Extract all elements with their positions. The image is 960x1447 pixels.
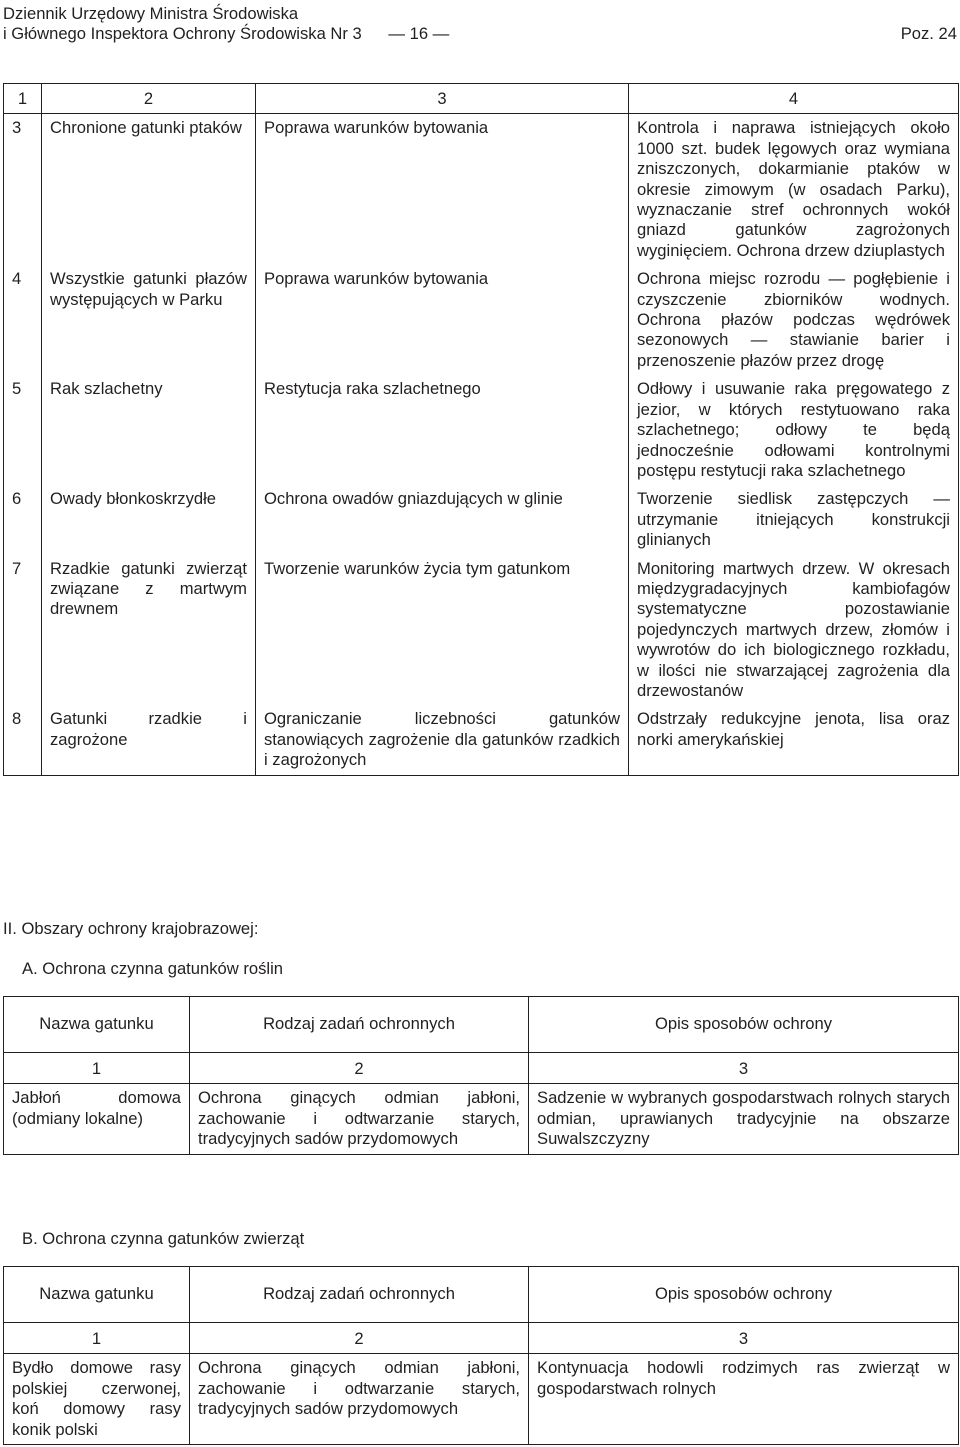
table-row (4, 705, 959, 775)
protection-task: Restytucja raka szlachetnego (256, 375, 629, 485)
column-header: Opis sposobów ochrony (529, 1267, 959, 1323)
protection-task: Ochrona owadów gniazdujących w glinie (256, 485, 629, 554)
column-number: 2 (42, 84, 256, 114)
column-header: Opis sposobów ochrony (529, 997, 959, 1053)
species-name: Bydło domowe rasy polskiej czerwonej, koń domowy rasy konik polski (12, 1358, 181, 1439)
column-number: 1 (4, 84, 42, 114)
row-number: 4 (12, 269, 22, 289)
column-header: Rodzaj zadań ochronnych (190, 1267, 529, 1323)
row-number: 7 (12, 558, 22, 578)
species-name: Chronione gatunki ptaków (42, 114, 256, 265)
table-row (4, 265, 959, 375)
protection-method: Kontrola i naprawa istniejących około 1000 szt. budek lęgowych oraz wymiana zniszczonych, dokarmianie ptaków w okresie zimowym (w osadach Parku), wyznaczanie stref ochronnych wokół gniazd gatunków zagrożonych wyginięciem. Ochrona drzew dziuplastych (629, 114, 959, 265)
table-header-row (4, 1267, 959, 1323)
protection-method: Odstrzały redukcyjne jenota, lisa oraz norki amerykańskiej (629, 705, 959, 775)
journal-title-line1: Dziennik Urzędowy Ministra Środowiska (3, 4, 299, 23)
protection-method: Kontynuacja hodowli rodzimych ras zwierząt w gospodarstwach rolnych (529, 1354, 959, 1445)
row-number: 6 (12, 489, 22, 509)
table-row (4, 114, 959, 265)
column-number: 4 (629, 84, 959, 114)
species-name: Rzadkie gatunki zwierząt związane z martwym drewnem (42, 555, 256, 706)
table-row (4, 555, 959, 706)
table-row (4, 1354, 959, 1445)
column-number: 2 (190, 1323, 529, 1354)
row-number: 3 (12, 118, 22, 138)
protection-task: Ochrona ginących odmian jabłoni, zachowanie i odtwarzanie starych, tradycyjnych sadów przydomowych (190, 1084, 529, 1154)
column-header: Rodzaj zadań ochronnych (190, 997, 529, 1053)
animal-protection-table (3, 1266, 959, 1445)
page-number: — 16 — (388, 24, 450, 43)
position-number: Poz. 24 (900, 24, 957, 43)
column-number-row (4, 1053, 959, 1084)
species-name: Jabłoń domowa (odmiany lokalne) (12, 1088, 181, 1128)
protection-method: Monitoring martwych drzew. W okresach międzygradacyjnych kambiofagów systematyczne pozostawianie pojedynczych martwych drzew, złomów i wywrotów do ich biologicznego rozkładu, w ilości nie stwarzającej zagrożenia dla drzewostanów (629, 555, 959, 706)
protection-task: Poprawa warunków bytowania (256, 265, 629, 375)
column-number: 2 (190, 1053, 529, 1084)
plant-protection-table (3, 996, 959, 1155)
column-header: Nazwa gatunku (4, 997, 190, 1053)
species-name: Rak szlachetny (42, 375, 256, 485)
column-number: 3 (529, 1053, 959, 1084)
protection-task: Tworzenie warunków życia tym gatunkom (256, 555, 629, 706)
species-name: Gatunki rzadkie i zagrożone (42, 705, 256, 775)
table-header-row (4, 997, 959, 1053)
row-number: 5 (12, 379, 22, 399)
protection-method: Odłowy i usuwanie raka pręgowatego z jezior, w których restytuowano raka szlachetnego; odłowy te będą jednocześnie odłowami kontrolnymi postępu restytucji raka szlachetnego (629, 375, 959, 485)
column-number: 3 (256, 84, 629, 114)
protection-task: Ochrona ginących odmian jabłoni, zachowanie i odtwarzanie starych, tradycyjnych sadów przydomowych (190, 1354, 529, 1445)
section-heading: II. Obszary ochrony krajobrazowej: (3, 919, 259, 938)
journal-title-line2 (3, 24, 449, 44)
page-header (3, 2, 957, 50)
species-protection-table (3, 83, 959, 776)
table-row (4, 1084, 959, 1154)
column-number: 1 (4, 1323, 190, 1354)
column-number: 3 (529, 1323, 959, 1354)
protection-task: Ograniczanie liczebności gatunków stanowiących zagrożenie dla gatunków rzadkich i zagrożonych (256, 705, 629, 775)
row-number: 8 (12, 709, 22, 729)
species-name: Wszystkie gatunki płazów występujących w Parku (42, 265, 256, 375)
table-row (4, 485, 959, 554)
table-row (4, 375, 959, 485)
protection-method: Ochrona miejsc rozrodu — pogłębienie i czyszczenie zbiorników wodnych. Ochrona płazów podczas wędrówek sezonowych — stawianie barier i przenoszenie płazów przez drogę (629, 265, 959, 375)
journal-title-line2-text: i Głównego Inspektora Ochrony Środowiska Nr 3 (3, 24, 362, 43)
protection-method: Tworzenie siedlisk zastępczych — utrzymanie itniejących konstrukcji glinianych (629, 485, 959, 554)
column-number: 1 (4, 1053, 190, 1084)
column-header: Nazwa gatunku (4, 1267, 190, 1323)
protection-task: Poprawa warunków bytowania (256, 114, 629, 265)
subsection-heading-a: A. Ochrona czynna gatunków roślin (22, 959, 284, 978)
subsection-heading-b: B. Ochrona czynna gatunków zwierząt (22, 1229, 305, 1248)
column-number-row (4, 1323, 959, 1354)
protection-method: Sadzenie w wybranych gospodarstwach rolnych starych odmian, uprawianych tradycyjnie na obszarze Suwalszczyzny (529, 1084, 959, 1154)
column-number-row (4, 84, 959, 114)
species-name: Owady błonkoskrzydłe (42, 485, 256, 554)
